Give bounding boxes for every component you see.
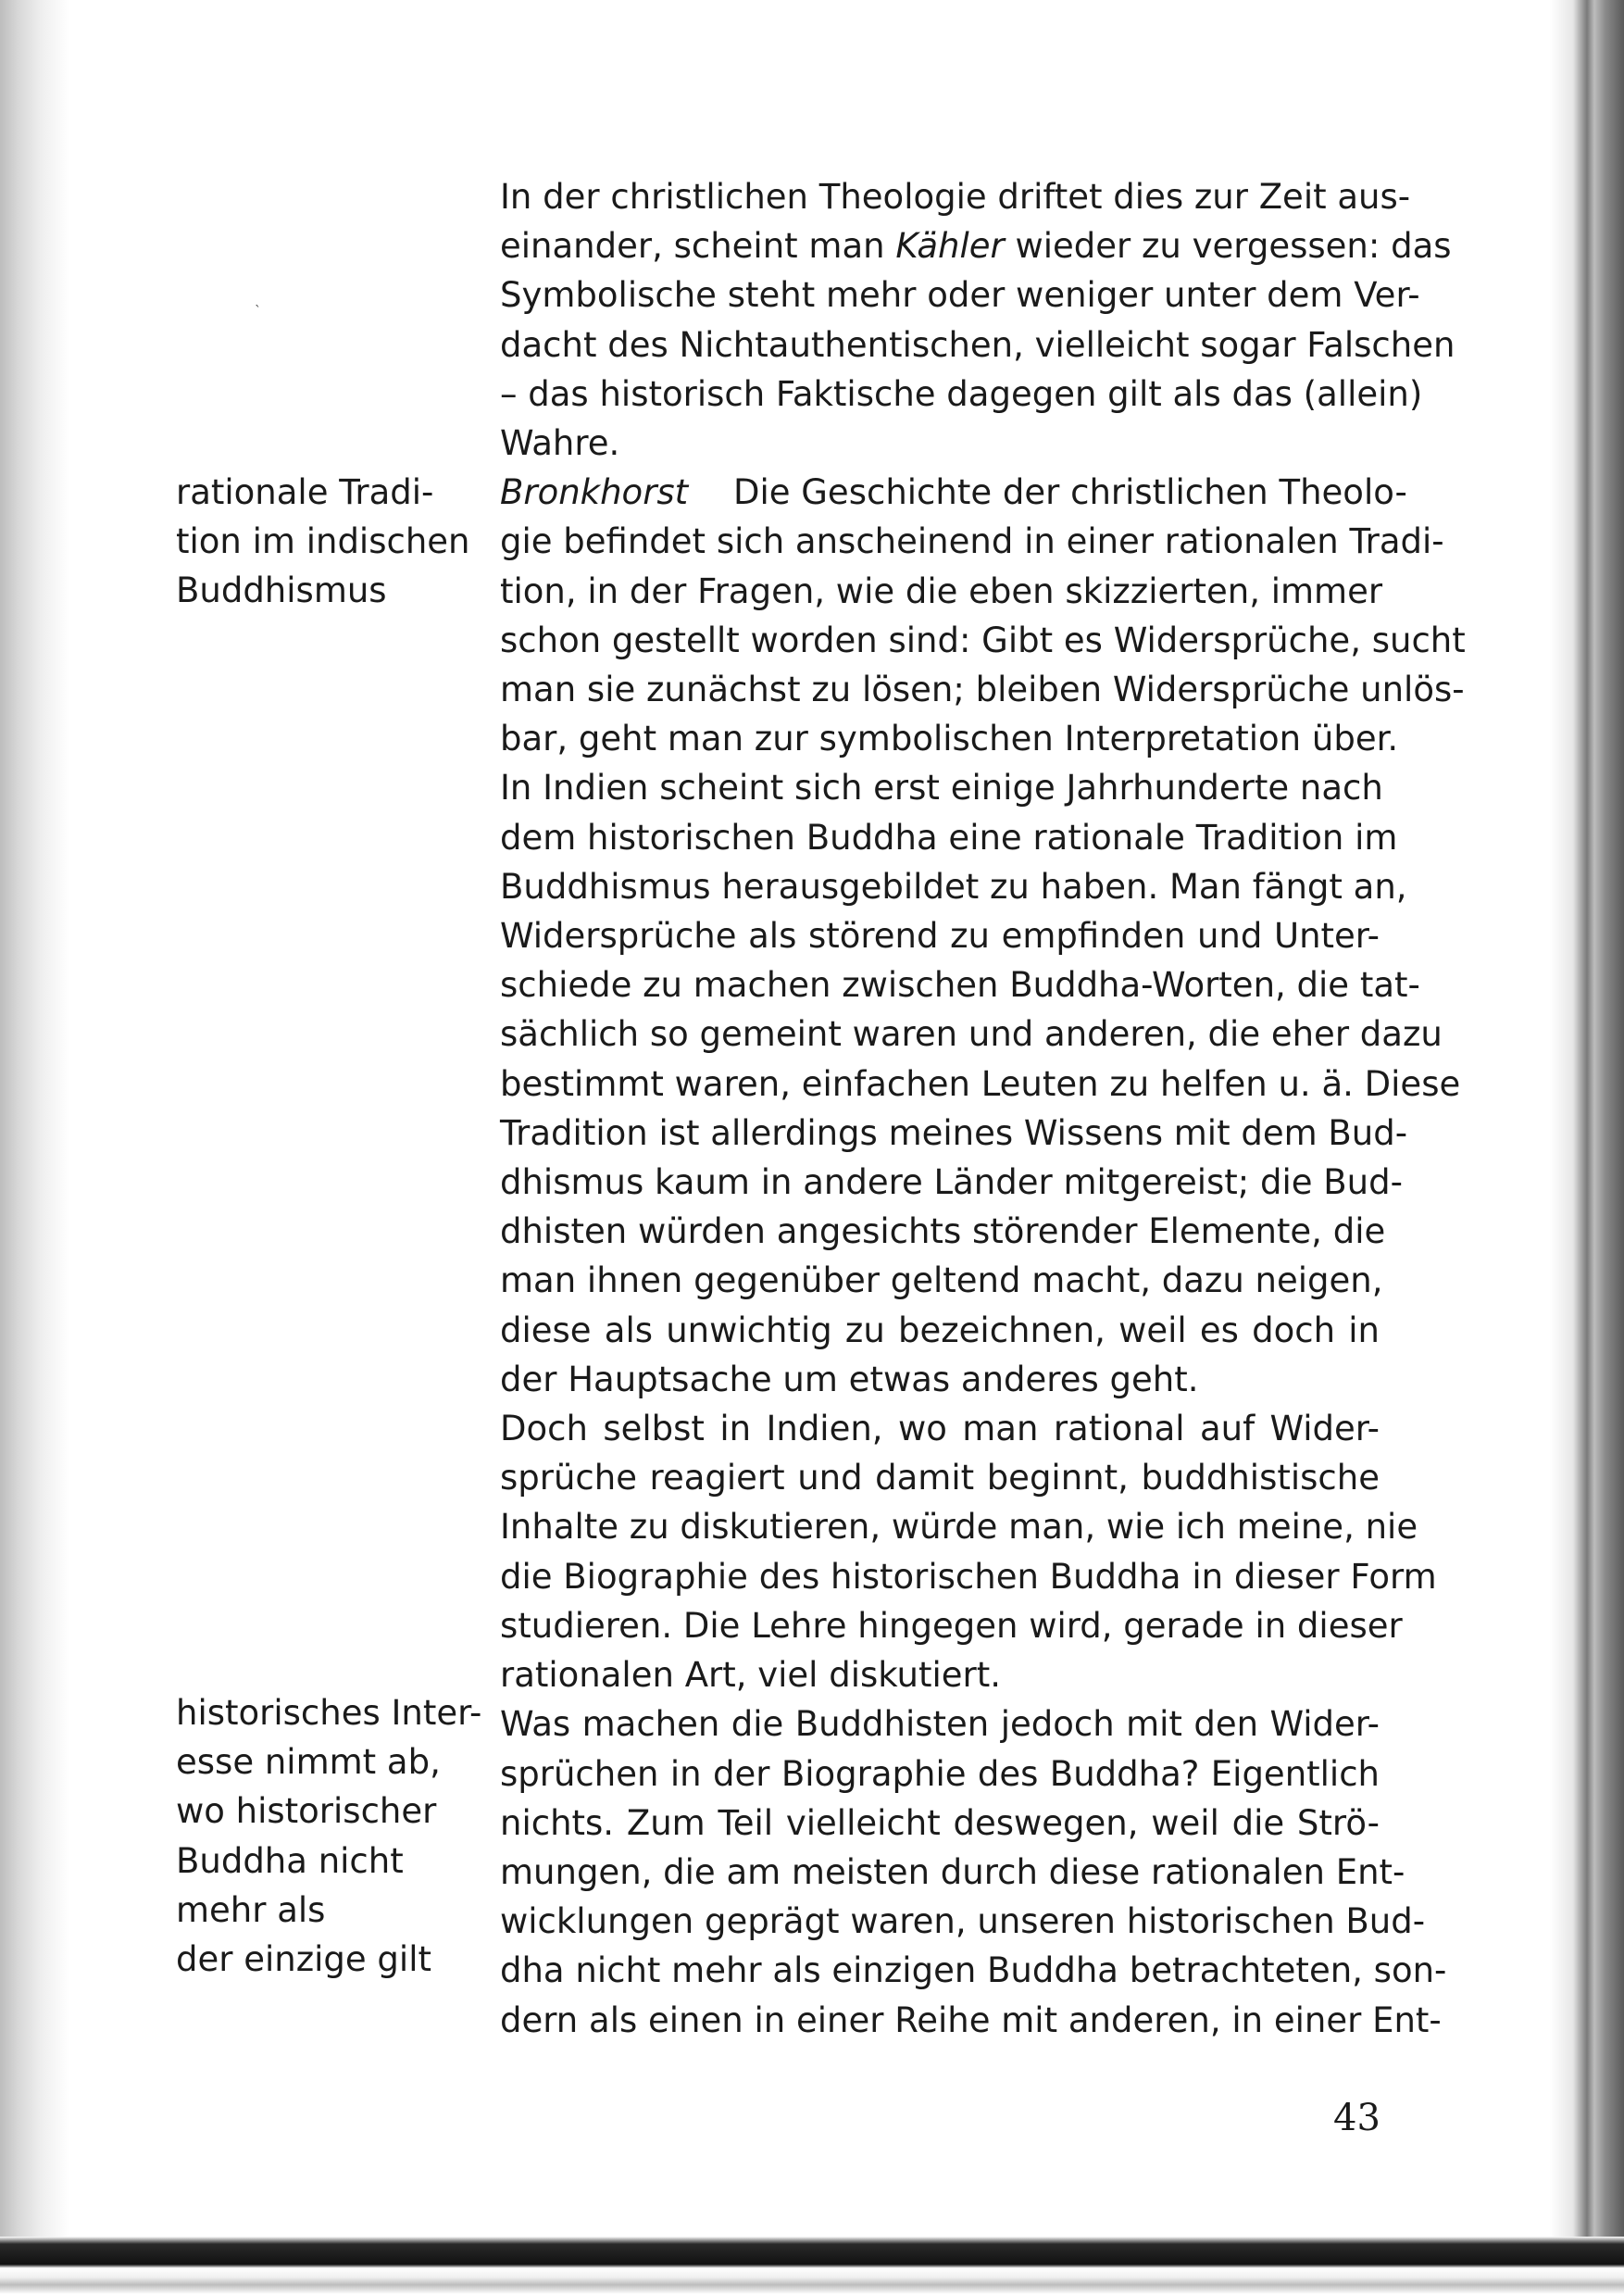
paragraph (500, 1699, 1447, 2044)
text-line: Doch selbst in Indien, wo man rational auf Wider- (500, 1409, 1380, 1449)
text-line: schon gestellt worden sind: Gibt es Widersprüche, sucht (500, 620, 1466, 660)
scan-edge-bottom (0, 2237, 1624, 2294)
scan-speck: ˎ (255, 293, 261, 307)
text-line: Symbolische steht mehr oder weniger unter dem Ver- (500, 275, 1420, 316)
text-line: diese als unwichtig zu bezeichnen, weil es doch in (500, 1310, 1380, 1350)
text-line: einander, scheint man Kähler wieder zu vergessen: das (500, 226, 1452, 267)
text-line (500, 468, 1407, 517)
text-line: schiede zu machen zwischen Buddha-Worten, die tat- (500, 965, 1420, 1006)
main-text-column (500, 172, 1466, 2045)
page-number: 43 (1333, 2097, 1380, 2139)
text-line-rest: Die Geschichte der christlichen Theolo- (732, 472, 1407, 513)
text-line: wicklungen geprägt waren, unseren historischen Bud- (500, 1901, 1426, 1942)
text-line: der Hauptsache um etwas anderes geht. (500, 1359, 1199, 1399)
margin-note-historical-interest (176, 1688, 481, 1984)
text-line: tion, in der Fragen, wie die eben skizzierten, immer (500, 570, 1383, 611)
text-line: sprüchen in der Biographie des Buddha? Eigentlich (500, 1753, 1380, 1794)
text-line: In der christlichen Theologie driftet dies zur Zeit aus- (500, 177, 1411, 217)
text-line: dacht des Nichtauthentischen, vielleicht sogar Falschen (500, 324, 1455, 365)
margin-note-line: Buddha nicht (176, 1840, 404, 1881)
text-line: gie befindet sich anscheinend in einer rationalen Tradi- (500, 521, 1444, 562)
text-line: In Indien scheint sich erst einige Jahrhunderte nach (500, 768, 1383, 809)
text-line: Buddhismus herausgebildet zu haben. Man fängt an, (500, 866, 1407, 907)
text-line: Inhalte zu diskutieren, würde man, wie ich meine, nie (500, 1507, 1418, 1548)
margin-note-line: historisches Inter- (176, 1693, 482, 1733)
emphasized-name: Kähler (895, 226, 1005, 267)
text-line: sprüche reagiert und damit beginnt, buddhistische (500, 1458, 1380, 1498)
text-line: Tradition ist allerdings meines Wissens mit dem Bud- (500, 1112, 1408, 1153)
paragraph (500, 763, 1461, 1404)
margin-note-line: wo historischer (176, 1791, 437, 1832)
text-line: rationalen Art, viel diskutiert. (500, 1655, 1002, 1696)
text-line: nichts. Zum Teil vielleicht deswegen, weil die Strö- (500, 1802, 1380, 1843)
text-line: mungen, die am meisten durch diese rationalen Ent- (500, 1851, 1405, 1892)
text-line: die Biographie des historischen Buddha in dieser Form (500, 1556, 1437, 1597)
paragraph (500, 1404, 1437, 1699)
text-line: dem historischen Buddha eine rationale Tradition im (500, 817, 1398, 858)
text-line: Widersprüche als störend zu empfinden und Unter- (500, 916, 1380, 957)
text-line: dha nicht mehr als einzigen Buddha betrachteten, son- (500, 1950, 1447, 1991)
text-line: man ihnen gegenüber geltend macht, dazu neigen, (500, 1260, 1383, 1301)
text-line: dhismus kaum in andere Länder mitgereist; die Bud- (500, 1162, 1403, 1203)
text-line: sächlich so gemeint waren und anderen, die eher dazu (500, 1014, 1443, 1055)
margin-note-line: tion im indischen (176, 521, 470, 562)
text-line: Wahre. (500, 423, 620, 464)
text-line: dhisten würden angesichts störender Elemente, die (500, 1211, 1386, 1252)
speaker-name: Bronkhorst (500, 472, 689, 513)
text-line: bestimmt waren, einfachen Leuten zu helfen u. ä. Diese (500, 1063, 1461, 1104)
text-line: bar, geht man zur symbolischen Interpretation über. (500, 719, 1399, 759)
text-line: dern als einen in einer Reihe mit anderen, in einer Ent- (500, 1999, 1442, 2040)
scan-edge-left (0, 0, 69, 2294)
margin-note-line: der einzige gilt (176, 1939, 431, 1980)
text-line: man sie zunächst zu lösen; bleiben Widersprüche unlös- (500, 670, 1465, 710)
text-line: studieren. Die Lehre hingegen wird, gerade in dieser (500, 1605, 1403, 1646)
scan-edge-right (1550, 0, 1624, 2294)
margin-note-line: rationale Tradi- (176, 472, 434, 512)
paragraph (500, 468, 1466, 763)
text-line: – das historisch Faktische dagegen gilt als das (allein) (500, 373, 1423, 414)
text-line: Was machen die Buddhisten jedoch mit den Wider- (500, 1704, 1380, 1745)
margin-note-line: esse nimmt ab, (176, 1742, 441, 1783)
margin-note-line: Buddhismus (176, 570, 387, 611)
paragraph (500, 172, 1455, 468)
margin-note-rational-tradition (176, 468, 481, 616)
margin-note-line: mehr als (176, 1889, 326, 1930)
